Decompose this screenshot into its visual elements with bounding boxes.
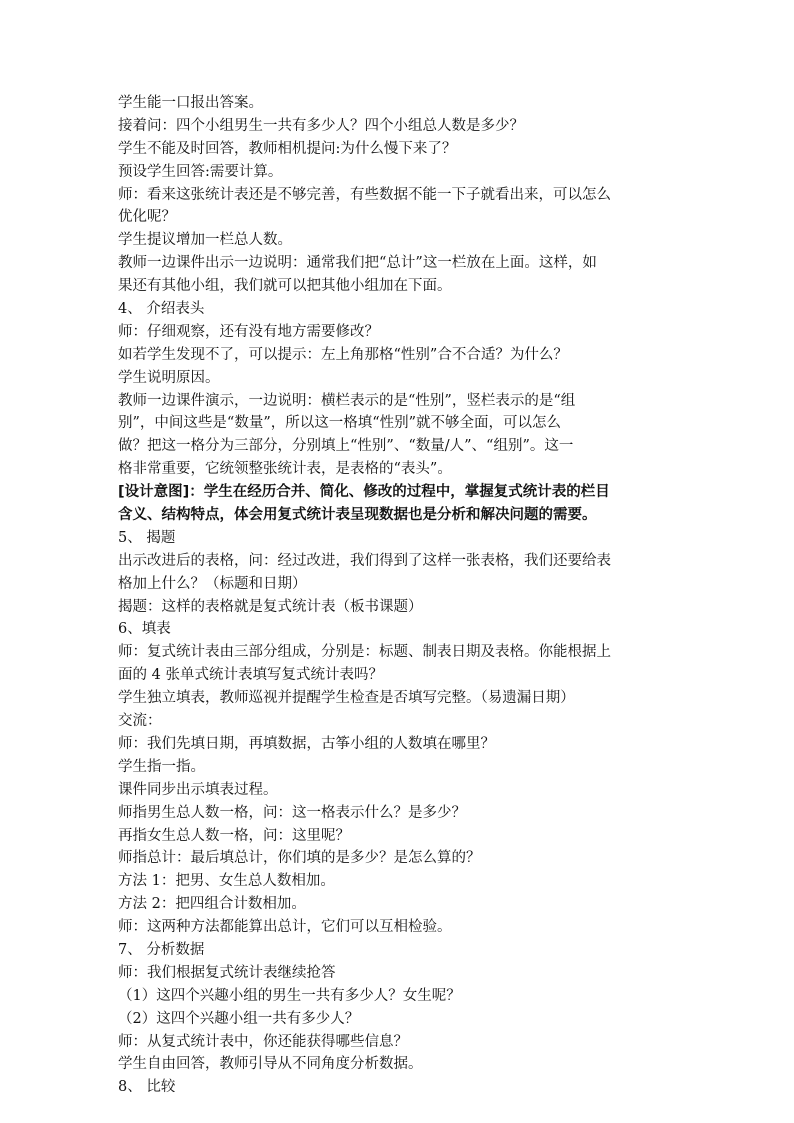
text-line: 7、 分析数据 — [118, 941, 205, 958]
text-line: 师：从复式统计表中，你还能获得哪些信息？ — [118, 1033, 408, 1050]
text-line: 课件同步出示填表过程。 — [118, 781, 278, 798]
text-line: 学生独立填表，教师巡视并提醒学生检查是否填写完整。（易遗漏日期） — [118, 690, 575, 707]
text-line: 学生不能及时回答，教师相机提问:为什么慢下来了？ — [118, 140, 457, 157]
text-line: 做？把这一格分为三部分，分别填上“性别”、“数量/人”、“组别”。这一 — [118, 438, 574, 455]
text-line: 师：这两种方法都能算出总计，它们可以互相检验。 — [118, 919, 452, 936]
text-line: 学生提议增加一栏总人数。 — [118, 232, 292, 249]
text-line: 优化呢？ — [118, 209, 176, 226]
text-line: 学生自由回答，教师引导从不同角度分析数据。 — [118, 1056, 423, 1073]
text-line: 学生能一口报出答案。 — [118, 95, 263, 111]
text-line: 师指男生总人数一格，问：这一格表示什么？是多少？ — [118, 804, 466, 821]
text-line: 方法 2：把四组合计数相加。 — [118, 896, 306, 913]
text-line: 方法 1：把男、女生总人数相加。 — [118, 873, 335, 890]
text-line: 面的 4 张单式统计表填写复式统计表吗？ — [118, 667, 383, 684]
text-line: 再指女生总人数一格，问：这里呢？ — [118, 827, 350, 844]
text-line: 5、 揭题 — [118, 529, 176, 546]
text-line: 教师一边课件出示一边说明：通常我们把“总计”这一栏放在上面。这样，如 — [118, 255, 597, 272]
text-line: 格加上什么？（标题和日期） — [118, 575, 307, 592]
text-line: 6、填表 — [118, 621, 171, 638]
text-line: 预设学生回答:需要计算。 — [118, 163, 283, 180]
text-line: 8、 比较 — [118, 1079, 176, 1096]
text-line: 师：看来这张统计表还是不够完善，有些数据不能一下子就看出来，可以怎么 — [118, 186, 611, 203]
text-line: 别”，中间这些是“数量”，所以这一格填“性别”就不够全面，可以怎么 — [118, 415, 562, 432]
text-line: 揭题：这样的表格就是复式统计表（板书课题） — [118, 598, 423, 615]
text-line: 接着问：四个小组男生一共有多少人？四个小组总人数是多少？ — [118, 117, 524, 134]
text-line: （2）这四个兴趣小组一共有多少人？ — [118, 1010, 360, 1027]
text-line: 师：我们根据复式统计表继续抢答 — [118, 964, 336, 981]
document-body — [118, 92, 678, 1099]
design-intent-line: [设计意图]：学生在经历合并、简化、修改的过程中，掌握复式统计表的栏目 — [118, 484, 610, 501]
text-line: 师指总计：最后填总计，你们填的是多少？是怎么算的？ — [118, 850, 481, 867]
design-intent-line: 含义、结构特点，体会用复式统计表呈现数据也是分析和解决问题的需要。 — [118, 507, 597, 524]
text-line: 教师一边课件演示，一边说明：横栏表示的是“性别”，竖栏表示的是“组 — [118, 392, 576, 409]
text-line: 学生指一指。 — [118, 758, 205, 775]
text-line: 师：仔细观察，还有没有地方需要修改？ — [118, 323, 379, 340]
text-line: 师：我们先填日期，再填数据，古筝小组的人数填在哪里？ — [118, 735, 495, 752]
text-line: 交流： — [118, 713, 162, 730]
text-line: 如若学生发现不了，可以提示：左上角那格“性别”合不合适？为什么？ — [118, 346, 568, 363]
text-line: 出示改进后的表格，问：经过改进，我们得到了这样一张表格，我们还要给表 — [118, 552, 611, 569]
text-line: 格非常重要，它统领整张统计表，是表格的“表头”。 — [118, 461, 452, 478]
text-line: （1）这四个兴趣小组的男生一共有多少人？女生呢？ — [118, 987, 461, 1004]
text-line: 师：复式统计表由三部分组成，分别是：标题、制表日期及表格。你能根据上 — [118, 644, 611, 661]
text-line: 果还有其他小组，我们就可以把其他小组加在下面。 — [118, 278, 452, 295]
text-line: 学生说明原因。 — [118, 369, 220, 386]
text-line: 4、 介绍表头 — [118, 301, 205, 318]
